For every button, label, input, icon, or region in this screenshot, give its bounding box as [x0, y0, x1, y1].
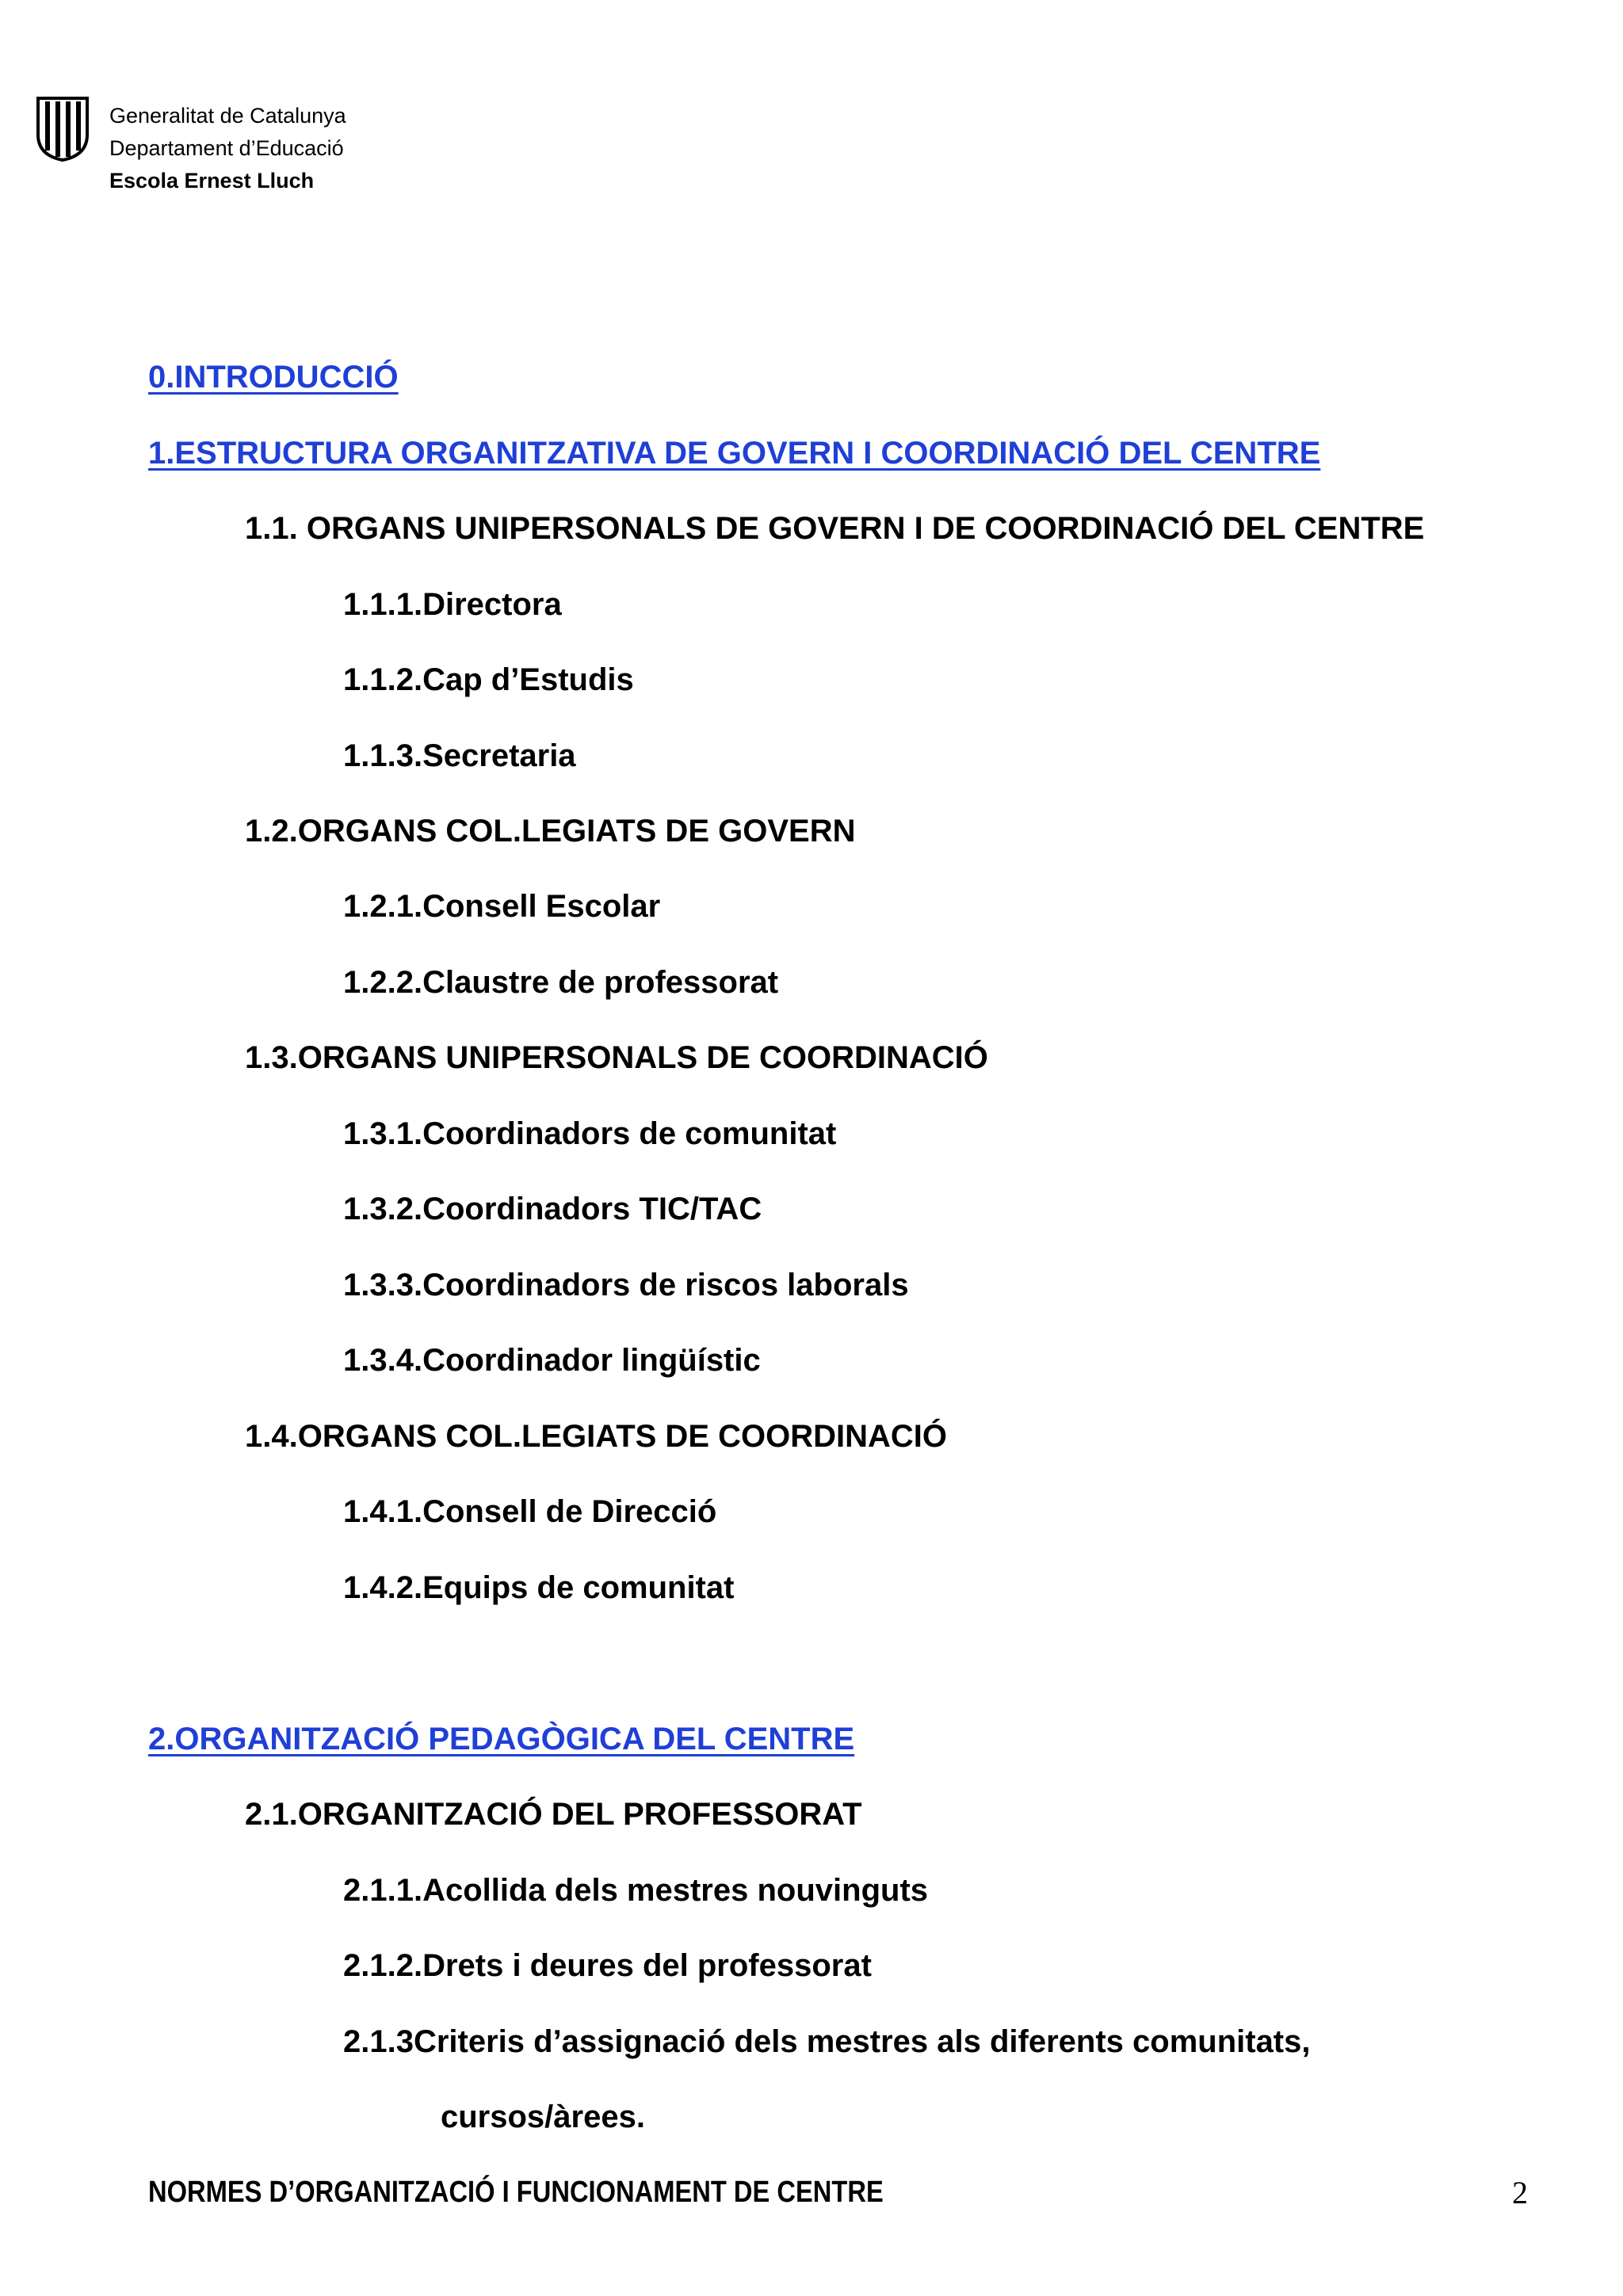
header-line-departament: Departament d’Educació [109, 136, 344, 160]
toc-item-1-2-1: 1.2.1.Consell Escolar [343, 889, 661, 924]
footer-title: NORMES D’ORGANITZACIÓ I FUNCIONAMENT DE CENTRE [148, 2176, 884, 2209]
toc-item-2-1-3: 2.1.3Criteris d’assignació dels mestres als diferents comunitats, [343, 2024, 1311, 2059]
toc-item-2-1-1: 2.1.1.Acollida dels mestres nouvinguts [343, 1873, 929, 1908]
toc-item-1-4: 1.4.ORGANS COL.LEGIATS DE COORDINACIÓ [245, 1419, 947, 1454]
toc-item-1-1: 1.1. ORGANS UNIPERSONALS DE GOVERN I DE COORDINACIÓ DEL CENTRE [245, 511, 1425, 546]
toc-item-1-3-2: 1.3.2.Coordinadors TIC/TAC [343, 1192, 762, 1226]
toc-item-2-1-2: 2.1.2.Drets i deures del professorat [343, 1948, 872, 1983]
toc-item-1-1-1: 1.1.1.Directora [343, 587, 562, 622]
toc-item-2-1: 2.1.ORGANITZACIÓ DEL PROFESSORAT [245, 1797, 862, 1832]
toc-item-1-3-3: 1.3.3.Coordinadors de riscos laborals [343, 1268, 909, 1302]
toc-link-introduccio[interactable]: 0.INTRODUCCIÓ [148, 360, 399, 395]
page-number: 2 [1512, 2175, 1528, 2210]
header-line-escola: Escola Ernest Lluch [109, 169, 315, 193]
toc-item-2-1-3-continuation: cursos/àrees. [441, 2100, 645, 2134]
toc-link-estructura-organitzativa[interactable]: 1.ESTRUCTURA ORGANITZATIVA DE GOVERN I COORDINACIÓ DEL CENTRE [148, 436, 1321, 471]
generalitat-stripes-icon [35, 93, 90, 162]
toc-item-1-1-2: 1.1.2.Cap d’Estudis [343, 662, 634, 697]
toc-item-1-1-3: 1.1.3.Secretaria [343, 738, 576, 773]
toc-item-1-3: 1.3.ORGANS UNIPERSONALS DE COORDINACIÓ [245, 1040, 988, 1075]
toc-item-1-4-2: 1.4.2.Equips de comunitat [343, 1570, 735, 1605]
toc-item-1-3-1: 1.3.1.Coordinadors de comunitat [343, 1116, 837, 1151]
toc-item-1-3-4: 1.3.4.Coordinador lingüístic [343, 1343, 761, 1378]
header-line-generalitat: Generalitat de Catalunya [109, 104, 346, 128]
toc-item-1-4-1: 1.4.1.Consell de Direcció [343, 1494, 717, 1529]
toc-item-1-2-2: 1.2.2.Claustre de professorat [343, 965, 779, 1000]
toc-item-1-2: 1.2.ORGANS COL.LEGIATS DE GOVERN [245, 814, 856, 849]
header-text [109, 100, 346, 197]
toc-link-organitzacio-pedagogica[interactable]: 2.ORGANITZACIÓ PEDAGÒGICA DEL CENTRE [148, 1722, 855, 1756]
